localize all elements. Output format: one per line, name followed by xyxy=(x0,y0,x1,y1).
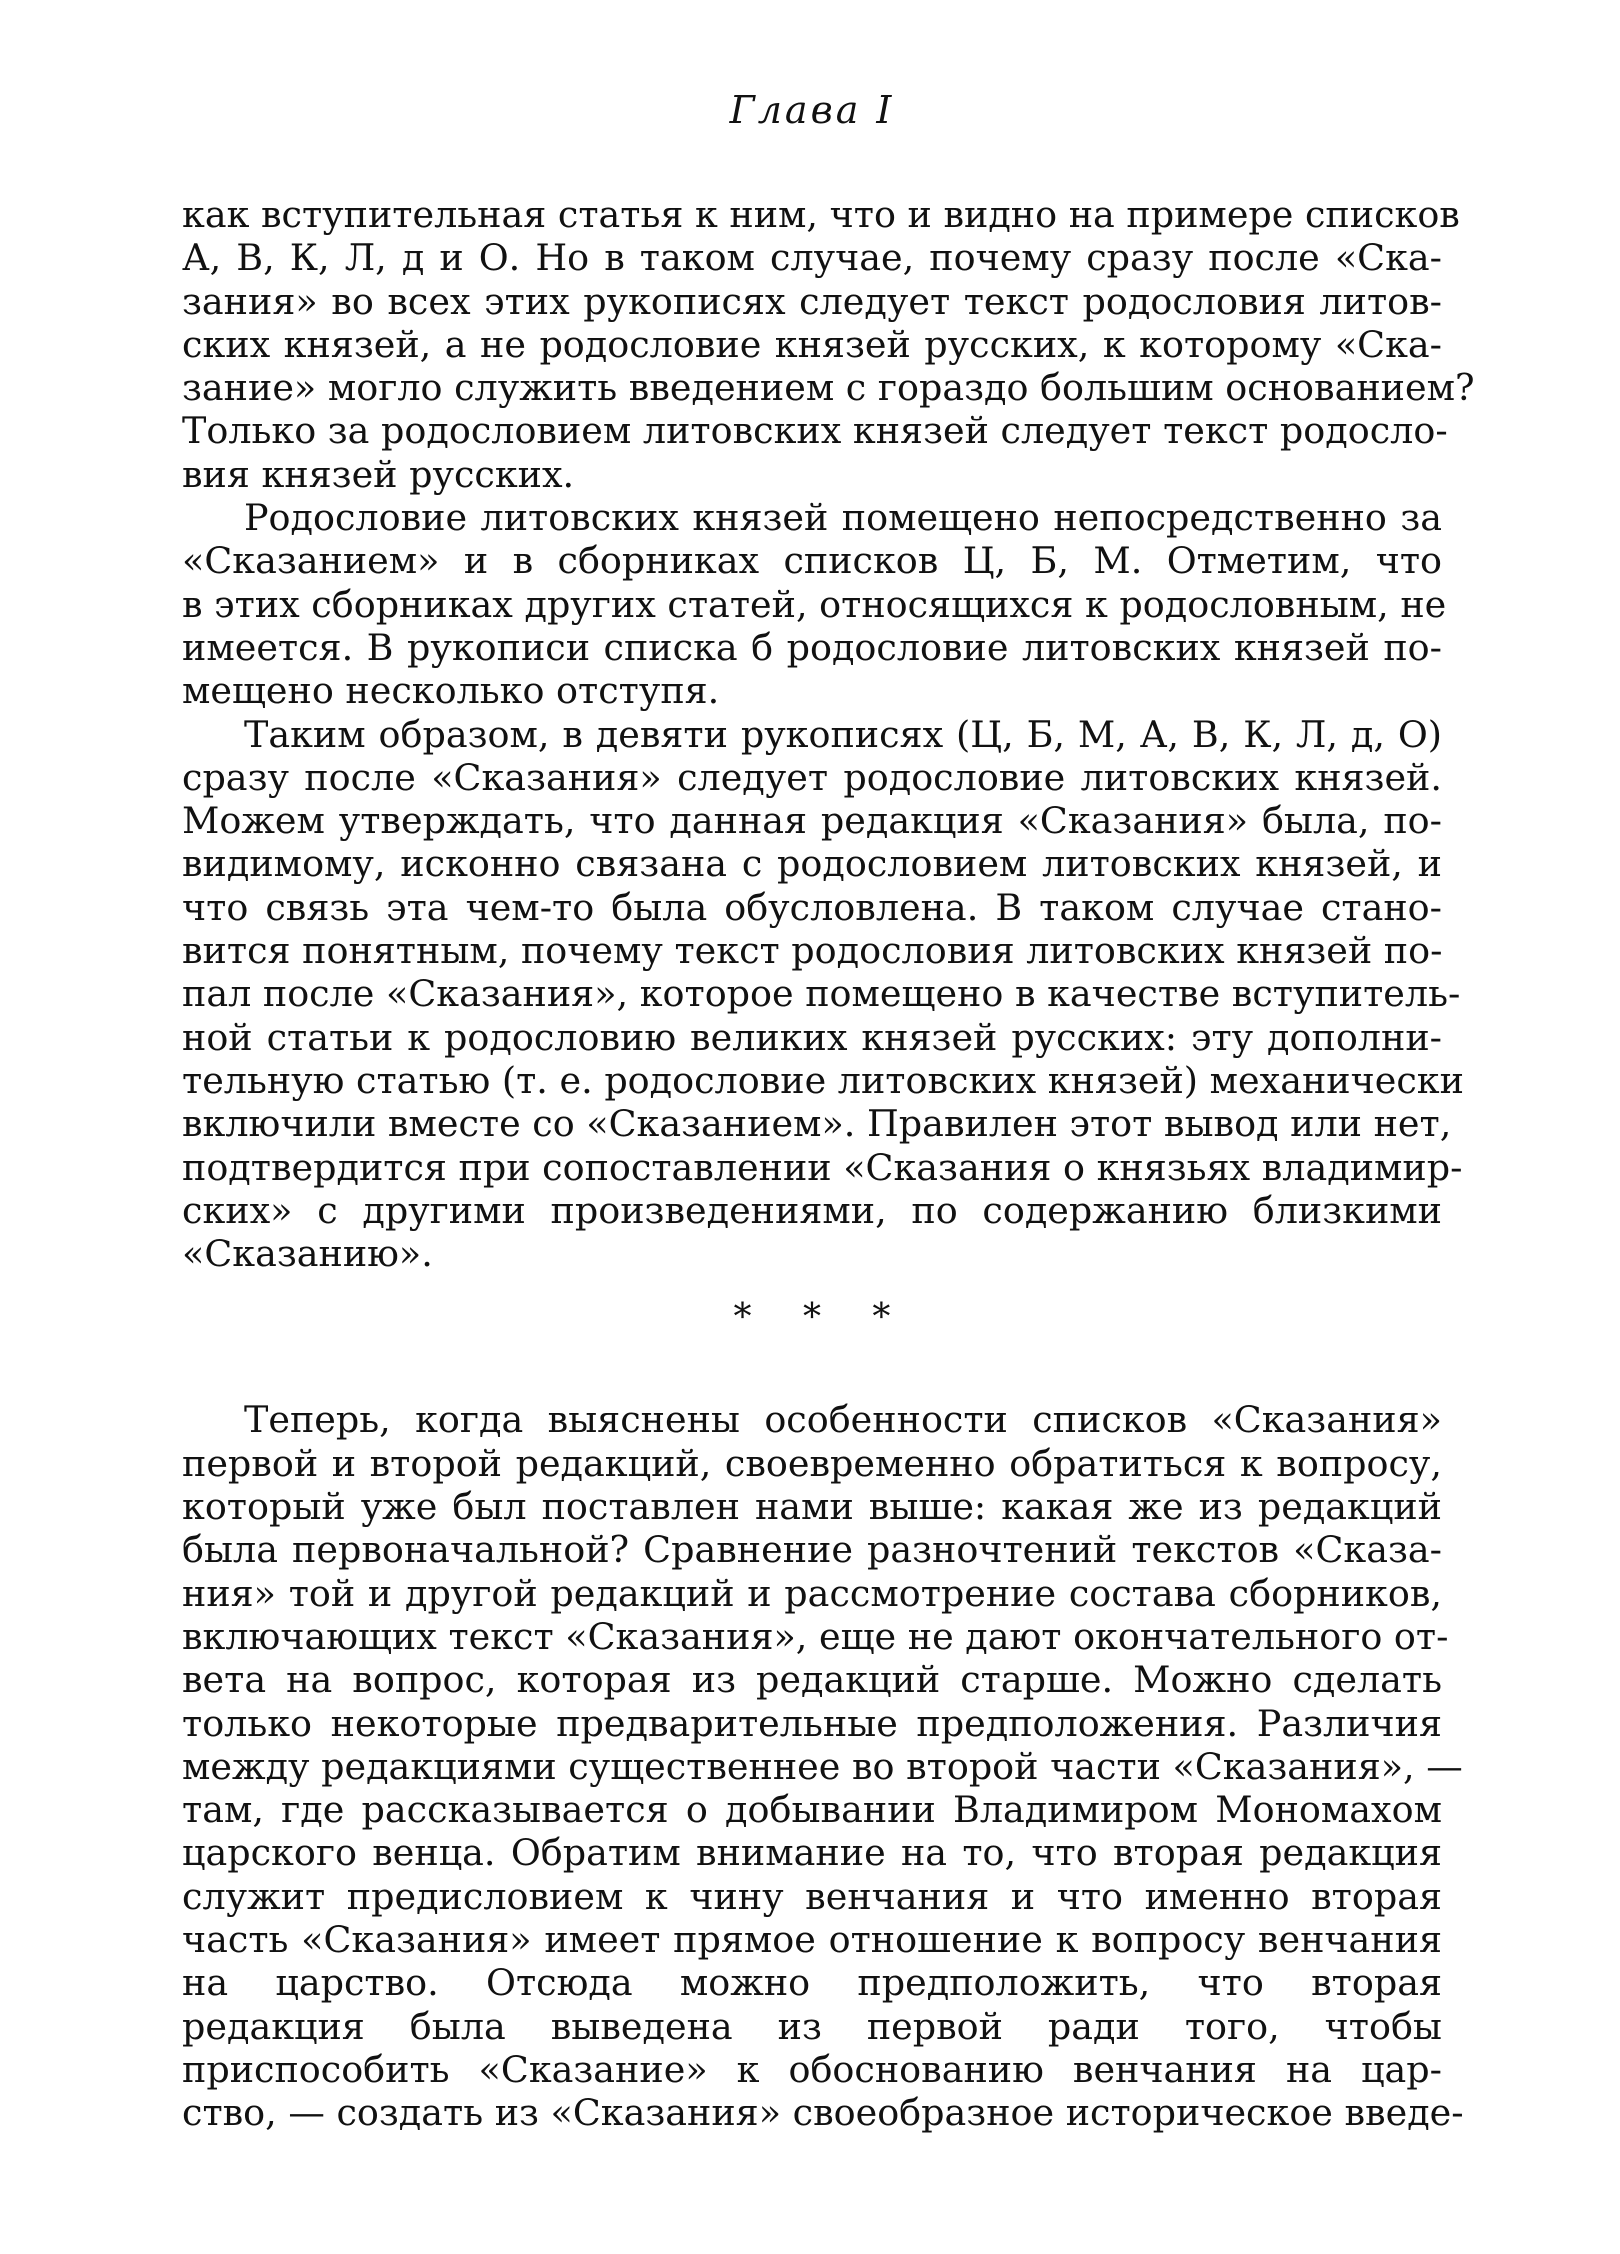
section-separator: * * * xyxy=(733,1297,911,1339)
text-line: царского венца. Обратим внимание на то, что вторая редакция xyxy=(182,1831,1442,1875)
text-line: Теперь, когда выяснены особенности списков «Сказания» xyxy=(244,1398,1442,1442)
paragraph-2 xyxy=(182,496,1447,713)
paragraph-1 xyxy=(182,193,1475,496)
text-line: приспособить «Сказание» к обоснованию венчания на цар- xyxy=(182,2047,1442,2091)
text-line: редакция была выведена из первой ради того, чтобы xyxy=(182,2004,1442,2048)
text-line: как вступительная статья к ним, что и видно на примере списков xyxy=(182,193,1460,236)
text-line: в этих сборниках других статей, относящихся к родословным, не xyxy=(182,582,1447,626)
text-line: который уже был поставлен нами выше: какая же из редакций xyxy=(182,1485,1442,1529)
text-line: А, В, К, Л, д и О. Но в таком случае, почему сразу после «Ска- xyxy=(182,236,1442,280)
text-line: вится понятным, почему текст родословия литовских князей по- xyxy=(182,929,1443,973)
text-line: только некоторые предварительные предположения. Различия xyxy=(182,1701,1442,1745)
text-line: имеется. В рукописи списка б родословие литовских князей по- xyxy=(182,625,1442,669)
text-line: ских» с другими произведениями, по содержанию близкими xyxy=(182,1188,1442,1232)
text-line: часть «Сказания» имеет прямое отношение к вопросу венчания xyxy=(182,1917,1442,1961)
text-line: «Сказанием» и в сборниках списков Ц, Б, М. Отметим, что xyxy=(182,539,1442,583)
text-line: мещено несколько отступя. xyxy=(182,669,720,713)
text-line: Таким образом, в девяти рукописях (Ц, Б, М, А, В, К, Л, д, О) xyxy=(244,712,1442,756)
text-line: ство, — создать из «Сказания» своеобразное историческое введе- xyxy=(182,2091,1464,2135)
text-line: была первоначальной? Сравнение разночтений текстов «Сказа- xyxy=(182,1528,1442,1572)
text-line: подтвердится при сопоставлении «Сказания о князьях владимир- xyxy=(182,1145,1463,1189)
text-line: включили вместе со «Сказанием». Правилен этот вывод или нет, xyxy=(182,1102,1452,1146)
text-line: Родословие литовских князей помещено непосредственно за xyxy=(244,496,1442,540)
text-line: сразу после «Сказания» следует родословие литовских князей. xyxy=(182,755,1442,799)
text-line: ния» той и другой редакций и рассмотрение состава сборников, xyxy=(182,1571,1442,1615)
text-line: пал после «Сказания», которое помещено в качестве вступитель- xyxy=(182,972,1461,1016)
text-line: зание» могло служить введением с гораздо большим основанием? xyxy=(182,366,1475,410)
text-line: ских князей, а не родословие князей русских, к которому «Ска- xyxy=(182,322,1442,366)
text-line: там, где рассказывается о добывании Владимиром Мономахом xyxy=(182,1788,1442,1832)
text-line: тельную статью (т. е. родословие литовских князей) механически xyxy=(182,1058,1464,1102)
text-line: служит предисловием к чину венчания и что именно вторая xyxy=(182,1874,1442,1918)
body-text xyxy=(182,193,1475,2135)
text-line: Только за родословием литовских князей следует текст родосло- xyxy=(182,409,1448,453)
paragraph-3 xyxy=(182,712,1464,1276)
text-line: ной статьи к родословию великих князей русских: эту дополни- xyxy=(182,1015,1442,1059)
text-line: зания» во всех этих рукописях следует текст родословия литов- xyxy=(182,279,1442,323)
text-line: вия князей русских. xyxy=(182,452,575,496)
text-line: «Сказанию». xyxy=(182,1232,433,1276)
text-line: вета на вопрос, которая из редакций старше. Можно сделать xyxy=(182,1658,1442,1702)
text-line: на царство. Отсюда можно предположить, что вторая xyxy=(182,1961,1442,2005)
text-line: что связь эта чем-то была обусловлена. В таком случае стано- xyxy=(182,885,1442,929)
running-head: Глава I xyxy=(729,88,895,132)
paragraph-4 xyxy=(182,1398,1464,2135)
text-line: Можем утверждать, что данная редакция «Сказания» была, по- xyxy=(182,799,1442,843)
text-line: между редакциями существеннее во второй части «Сказания», — xyxy=(182,1744,1463,1788)
text-line: видимому, исконно связана с родословием литовских князей, и xyxy=(182,842,1442,886)
text-line: включающих текст «Сказания», еще не дают окончательного от- xyxy=(182,1614,1449,1658)
text-line: первой и второй редакций, своевременно обратиться к вопросу, xyxy=(182,1441,1442,1485)
